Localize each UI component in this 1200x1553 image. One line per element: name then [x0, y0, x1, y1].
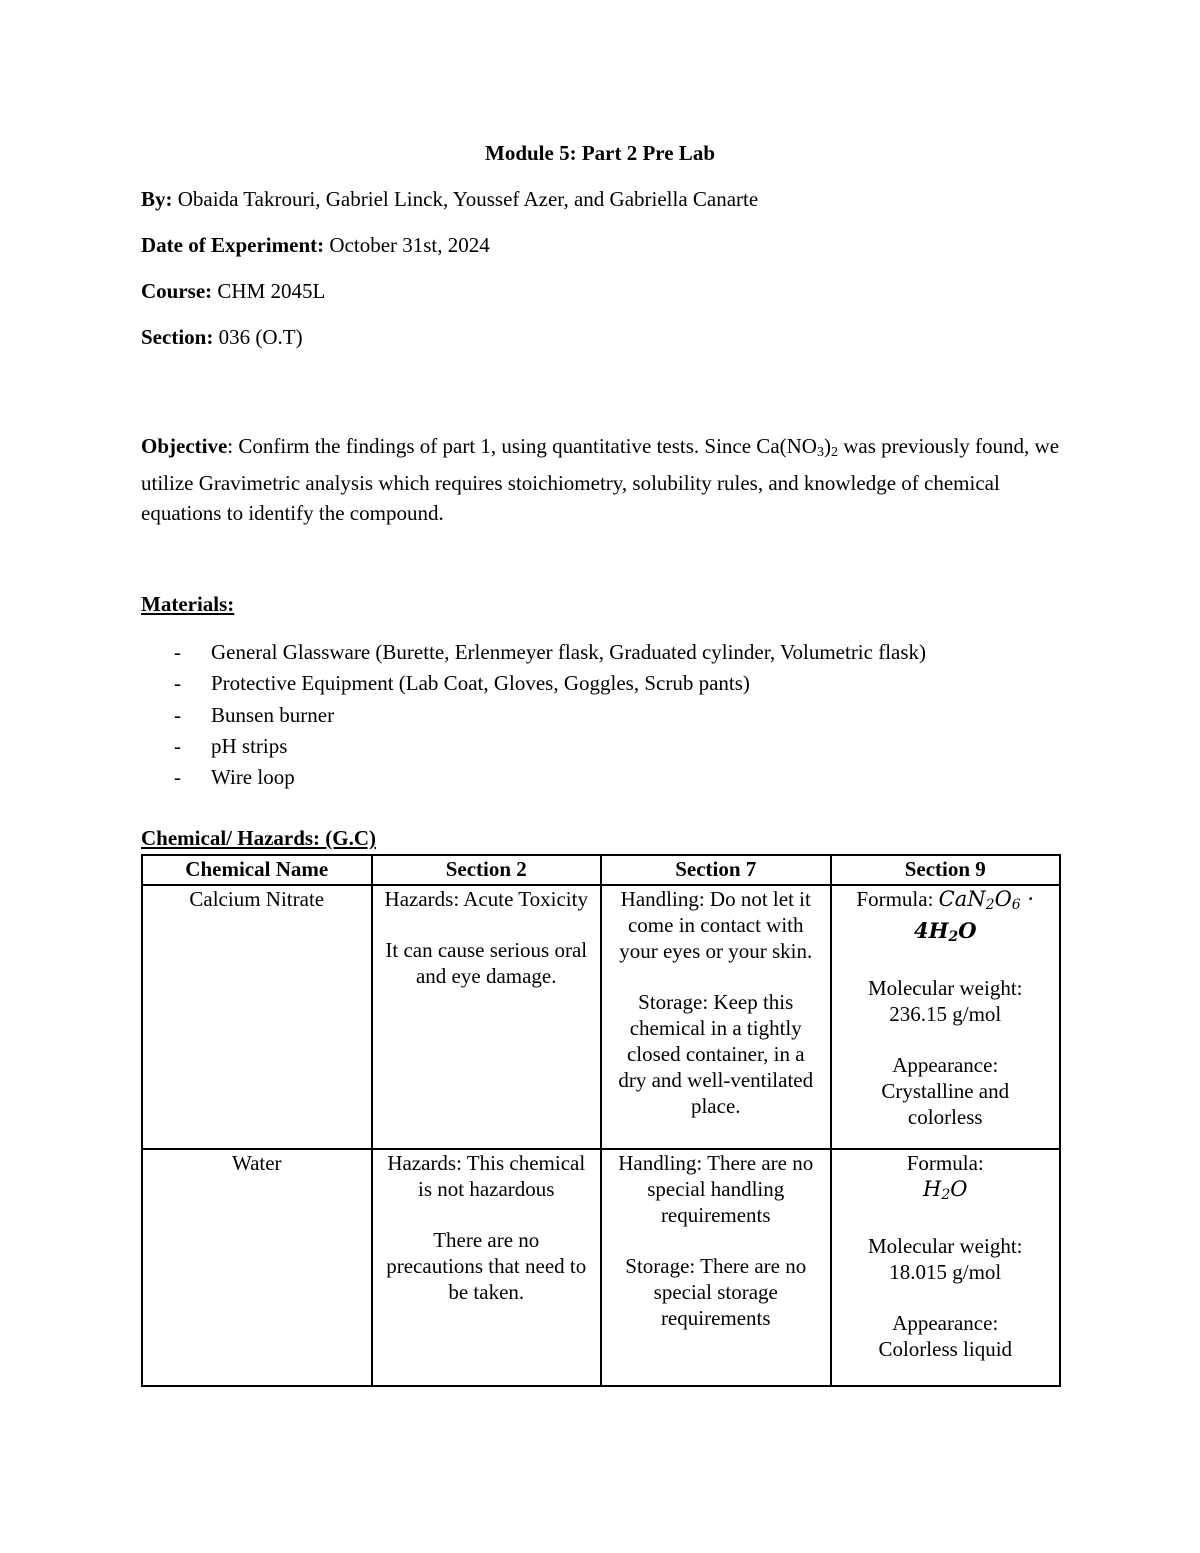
- course-line: [141, 279, 325, 304]
- date-value: October 31st, 2024: [324, 233, 490, 257]
- material-text: Protective Equipment (Lab Coat, Gloves, Goggles, Scrub pants): [211, 671, 750, 696]
- objective-paragraph: [141, 431, 1061, 528]
- course-label: Course:: [141, 279, 213, 303]
- handling-text: Handling: Do not let it come in contact with your eyes or your skin.: [619, 887, 813, 963]
- bullet-dash: -: [174, 733, 181, 758]
- date-line: [141, 233, 490, 258]
- hazards-heading: Chemical/ Hazards: (G.C): [141, 826, 377, 850]
- material-text: pH strips: [211, 733, 288, 758]
- course-value: CHM 2045L: [212, 279, 326, 303]
- page-title: Module 5: Part 2 Pre Lab: [485, 141, 715, 165]
- appearance-value: Colorless liquid: [878, 1337, 1013, 1361]
- list-item: [141, 762, 926, 793]
- formula-value: CaN2O6 ·: [938, 887, 1035, 913]
- authors-line: [141, 187, 758, 212]
- column-header: Section 7: [601, 855, 831, 885]
- chemical-name-cell: Water: [142, 1149, 372, 1386]
- formula-line: [842, 886, 1050, 918]
- date-label: Date of Experiment:: [141, 233, 325, 257]
- list-item: [141, 668, 926, 699]
- authors-value: Obaida Takrouri, Gabriel Linck, Youssef Azer, and Gabriella Canarte: [172, 187, 759, 211]
- molecular-weight-label: Molecular weight:: [867, 1234, 1023, 1258]
- list-item: [141, 731, 926, 762]
- chemical-name-cell: Calcium Nitrate: [142, 885, 372, 1149]
- list-item: [141, 700, 926, 731]
- hazards-text: Hazards: This chemical is not hazardous: [387, 1151, 586, 1201]
- bullet-dash: -: [174, 765, 181, 790]
- section-9-cell: [831, 1149, 1061, 1386]
- appearance-label: Appearance:: [892, 1311, 999, 1335]
- molecular-weight-value: 18.015 g/mol: [889, 1260, 1002, 1284]
- hazards-text: Hazards: Acute Toxicity: [384, 887, 588, 911]
- hazards-detail-text: There are no precautions that need to be taken.: [386, 1228, 587, 1304]
- section-2-cell: [372, 885, 602, 1149]
- section-7-cell: [601, 885, 831, 1149]
- section-7-cell: [601, 1149, 831, 1386]
- handling-text: Handling: There are no special handling requirements: [618, 1151, 814, 1227]
- column-header: Chemical Name: [142, 855, 372, 885]
- list-item: [141, 637, 926, 668]
- appearance-label: Appearance:: [892, 1053, 999, 1077]
- authors-label: By:: [141, 187, 173, 211]
- section-line: [141, 325, 303, 350]
- objective-subscript-3: 3: [816, 445, 824, 460]
- material-text: General Glassware (Burette, Erlenmeyer flask, Graduated cylinder, Volumetric flask): [211, 640, 927, 664]
- bullet-dash: -: [174, 671, 181, 696]
- material-text: Wire loop: [211, 765, 295, 790]
- bullet-dash: -: [174, 702, 181, 727]
- molecular-weight-label: Molecular weight:: [867, 976, 1023, 1000]
- column-header: Section 2: [372, 855, 602, 885]
- materials-list: [141, 637, 926, 793]
- table-row: [142, 885, 1060, 1149]
- formula-value: H2O: [923, 1177, 968, 1203]
- materials-heading: Materials:: [141, 592, 235, 616]
- section-9-cell: [831, 885, 1061, 1149]
- section-value: 036 (O.T): [213, 325, 303, 349]
- appearance-value: Crystalline and colorless: [881, 1079, 1010, 1129]
- column-header: Section 9: [831, 855, 1061, 885]
- objective-subscript-2: 2: [830, 445, 838, 460]
- bullet-dash: -: [174, 640, 181, 664]
- molecular-weight-value: 236.15 g/mol: [889, 1002, 1002, 1026]
- objective-label: Objective: [141, 434, 228, 458]
- table-row: [142, 1149, 1060, 1386]
- table-header-row: [142, 855, 1060, 885]
- objective-text-3: was previously found, we utilize Gravimetric analysis which requires stoichiometry, solubility rules, and knowledge of chemical equations to identify the compound.: [141, 434, 1060, 525]
- formula-label: Formula:: [906, 1151, 984, 1175]
- storage-text: Storage: There are no special storage requirements: [625, 1254, 807, 1330]
- section-2-cell: [372, 1149, 602, 1386]
- hazards-detail-text: It can cause serious oral and eye damage.: [385, 938, 588, 988]
- section-label: Section:: [141, 325, 214, 349]
- objective-text-2: ): [823, 434, 831, 458]
- hazards-table: [141, 854, 1061, 1387]
- storage-text: Storage: Keep this chemical in a tightly closed container, in a dry and well-ventilated place.: [618, 990, 814, 1118]
- objective-text-1: : Confirm the findings of part 1, using quantitative tests. Since Ca(NO: [227, 434, 817, 458]
- material-text: Bunsen burner: [211, 702, 335, 727]
- formula-label: Formula:: [856, 887, 939, 911]
- formula-hydrate: 4H2O: [914, 918, 977, 945]
